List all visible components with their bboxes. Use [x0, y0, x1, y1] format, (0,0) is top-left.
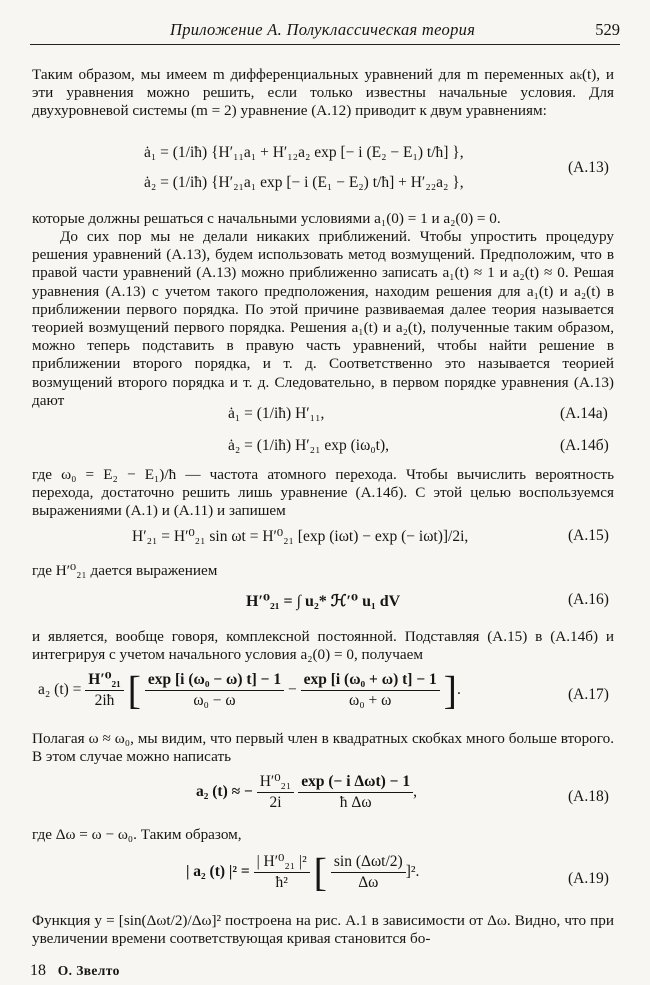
a17-minus: −: [287, 681, 297, 699]
equation-a16: H′⁰₂₁ = ∫ u₂* ℋ′⁰ u₁ dV: [246, 593, 401, 610]
equation-a17: [38, 667, 461, 713]
a18-numerator: exp (− i Δωt) − 1: [298, 772, 413, 793]
signature-number: 18: [30, 962, 46, 979]
equation-a15: H′₂₁ = H′⁰₂₁ sin ωt = H′⁰₂₁ [exp (iωt) − exp (− iωt)]/2i,: [132, 528, 469, 545]
a17-term2-denominator: ω₀ + ω: [349, 692, 392, 709]
equation-a19: [186, 849, 420, 895]
page-number: 529: [595, 20, 620, 39]
a18-lhs: a₂ (t) ≈ −: [196, 783, 253, 801]
a17-term2-numerator: exp [i (ω₀ + ω) t] − 1: [301, 670, 440, 691]
a17-close-bracket: ]: [443, 667, 457, 713]
a19-fraction: [331, 852, 406, 893]
a17-end: .: [457, 681, 461, 699]
equation-a14a: ȧ₁ = (1/iħ) H′₁₁,: [228, 405, 325, 422]
a17-term1-denominator: ω₀ − ω: [193, 692, 236, 709]
equation-a14b: ȧ₂ = (1/iħ) H′₂₁ exp (iω₀t),: [228, 437, 390, 454]
a17-term1-numerator: exp [i (ω₀ − ω) t] − 1: [145, 670, 284, 691]
paragraph-intro: Таким образом, мы имеем m дифференциальных уравнений для m переменных aₖ(t), и эти уравнения можно решить, если только известны начальные условия. Для двухуровневой системы (m = 2) уравнение (A.12) приводит к двум уравнениям:: [32, 66, 614, 120]
paragraph-function: Функция y = [sin(Δωt/2)/Δω]² построена на рис. A.1 в зависимости от Δω. Видно, что при увеличении времени соответствующая кривая становится бо-: [32, 912, 614, 948]
a18-fraction: [298, 772, 413, 813]
a19-denominator: Δω: [358, 874, 379, 891]
a19-coef-numerator: | H′⁰₂₁ |²: [254, 852, 310, 873]
paragraph-given-by: где H′⁰₂₁ дается выражением: [32, 562, 218, 579]
a17-open-bracket: [: [127, 667, 141, 713]
equation-a13-line2: ȧ₂ = (1/iħ) {H′₂₁a₁ exp [− i (E₁ − E₂) t/ħ] + H′₂₂a₂ },: [144, 174, 464, 191]
a19-numerator: sin (Δωt/2): [331, 852, 406, 873]
a18-coef-numerator: H′⁰₂₁: [257, 772, 295, 793]
a19-coef-denominator: ħ²: [275, 874, 288, 891]
a19-open-bracket: [: [313, 849, 327, 895]
a18-coef-denominator: 2i: [269, 794, 282, 811]
equation-number-a16: (A.16): [568, 591, 609, 608]
paragraph-delta-omega: где Δω = ω − ω₀. Таким образом,: [32, 826, 242, 843]
equation-number-a14a: (A.14a): [560, 405, 608, 422]
equation-number-a13: (A.13): [568, 159, 609, 176]
equation-number-a18: (A.18): [568, 788, 609, 805]
a17-term2: [301, 670, 440, 711]
equation-a18: [196, 772, 417, 813]
equation-a13-line1: ȧ₁ = (1/iħ) {H′₁₁a₁ + H′₁₂a₂ exp [− i (E₂ − E₁) t/ħ] },: [144, 144, 464, 161]
a19-coefficient: [254, 852, 310, 893]
a17-lhs: a₂ (t) =: [38, 681, 82, 699]
equation-number-a15: (A.15): [568, 527, 609, 544]
author-name: О. Звелто: [57, 963, 120, 978]
paragraph-initial-conditions: которые должны решаться с начальными условиями a₁(0) = 1 и a₂(0) = 0.: [32, 210, 501, 227]
paragraph-transition: где ω₀ = E₂ − E₁)/ħ — частота атомного перехода. Чтобы вычислить вероятность перехода, достаточно решить лишь уравнение (A.14б). С этой целью воспользуемся выражениями (A.1) и (A.11) и запишем: [32, 466, 614, 520]
equation-number-a19: (A.19): [568, 870, 609, 887]
a18-end: ,: [413, 783, 417, 801]
paragraph-perturbation: До сих пор мы не делали никаких приближений. Чтобы упростить процедуру решения уравнений (A.13), будем использовать метод возмущений. Предположим, что в правой части уравнений (A.13) можно приближенно записать a₁(t) ≈ 1 и a₂(t) ≈ 0. Решая уравнения (A.13) с учетом такого предположения, находим решения для a₁(t) и a₂(t) в приближении первого порядка. По этой причине развиваемая далее теория называется теорией возмущений первого порядка. Решения a₁(t) и a₂(t), полученные таким образом, можно теперь подставить в правую часть уравнений, чтобы найти решение в приближении второго порядка, и т. д. Соответственно это называется теорией возмущений второго порядка и т. д. Следовательно, в первом порядке уравнения (A.13) дают: [32, 228, 614, 409]
signature-footer: [30, 962, 120, 980]
running-header: [30, 18, 620, 45]
equation-number-a14b: (A.14б): [560, 437, 609, 454]
a19-end: ]².: [405, 863, 420, 881]
equation-number-a17: (A.17): [568, 686, 609, 703]
paragraph-approximation: Полагая ω ≈ ω₀, мы видим, что первый член в квадратных скобках много больше второго. В этом случае можно написать: [32, 730, 614, 766]
paragraph-substitution: и является, вообще говоря, комплексной постоянной. Подставляя (A.15) в (A.14б) и интегрируя с учетом начального условия a₂(0) = 0, получаем: [32, 628, 614, 664]
a17-coef-numerator: H′⁰₂₁: [85, 670, 124, 691]
a18-denominator: ħ Δω: [339, 794, 372, 811]
a19-lhs: | a₂ (t) |² =: [186, 863, 250, 881]
a17-coef-denominator: 2iħ: [94, 692, 115, 709]
running-title: Приложение А. Полуклассическая теория: [170, 20, 476, 39]
a17-term1: [145, 670, 284, 711]
a18-coefficient: [257, 772, 295, 813]
a17-coefficient: [85, 670, 124, 711]
